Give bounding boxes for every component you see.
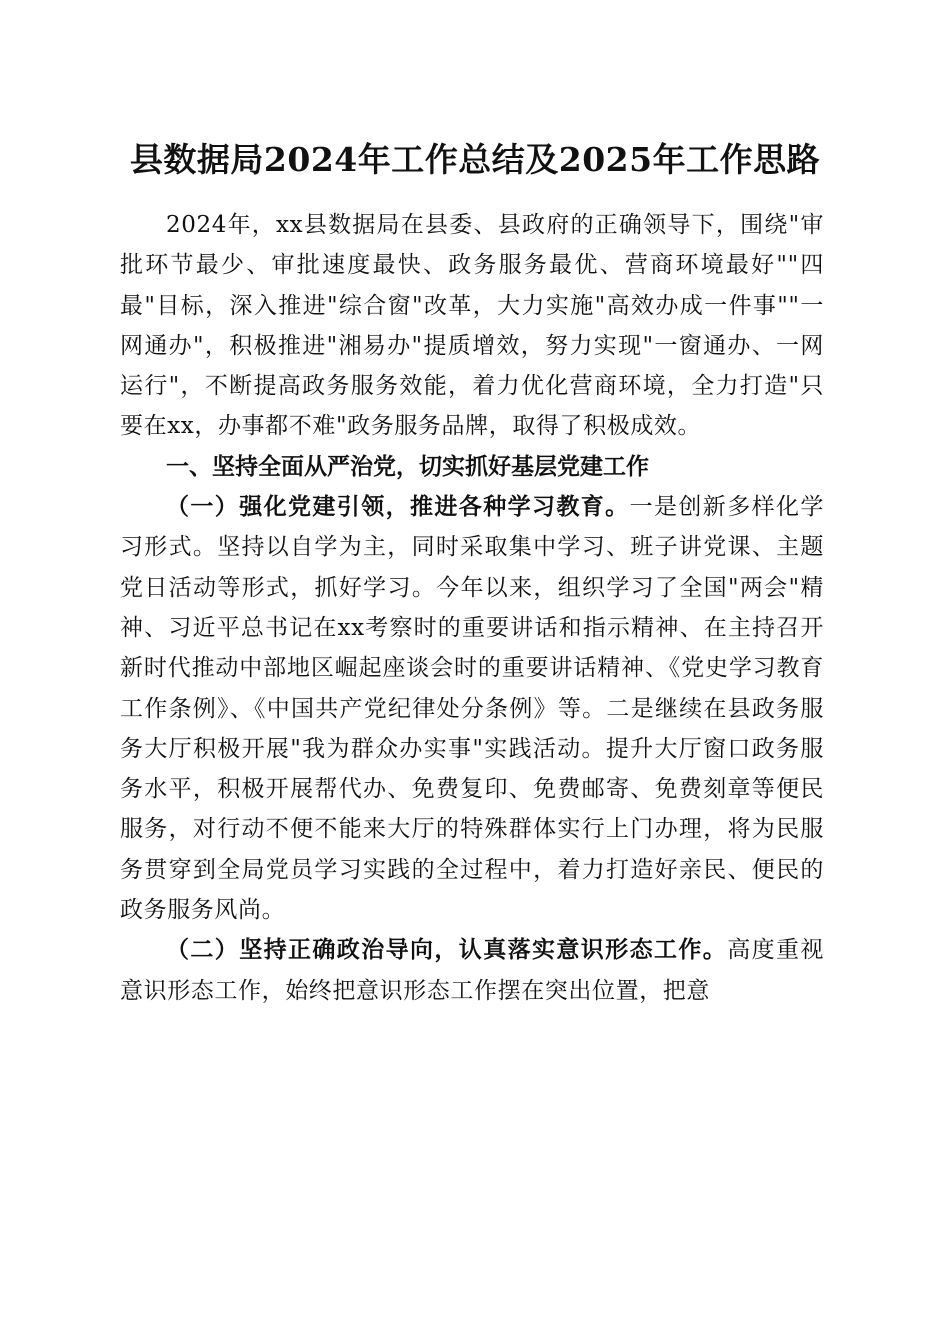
intro-paragraph: 2024年，xx县数据局在县委、县政府的正确领导下，围绕"审批环节最少、审批速度最快、政务服务最优、营商环境最好""四最"目标，深入推进"综合窗"改革，大力实施"高效办成一件事""一网通办"，积极推进"湘易办"提质增效，努力实现"一窗通办、一网运行"，不断提高政务服务效能，着力优化营商环境，全力打造"只要在xx，办事都不难"政务服务品牌，取得了积极成效。 bbox=[120, 212, 824, 440]
section-1-sub-1-paragraph bbox=[120, 487, 824, 930]
section-1-sub-2-lead: （二）坚持正确政治导向，认真落实意识形态工作。 bbox=[166, 936, 728, 964]
section-1-sub-2-text: 高度重视意识形态工作，始终把意识形态工作摆在突出位置，把意 bbox=[120, 937, 824, 1004]
section-1-sub-1-text: 一是创新多样化学习形式。坚持以自学为主，同时采取集中学习、班子讲党课、主题党日活动等形式，抓好学习。今年以来，组织学习了全国"两会"精神、习近平总书记在xx考察时的重要讲话和指示精神、在主持召开新时代推动中部地区崛起座谈会时的重要讲话精神、《党史学习教育工作条例》、《中国共产党纪律处分条例》等。二是继续在县政务服务大厅积极开展"我为群众办实事"实践活动。提升大厅窗口政务服务水平，积极开展帮代办、免费复印、免费邮寄、免费刻章等便民服务，对行动不便不能来大厅的特殊群体实行上门办理，将为民服务贯穿到全局党员学习实践的全过程中，着力打造好亲民、便民的政务服务风尚。 bbox=[120, 494, 824, 924]
section-1-sub-2-paragraph bbox=[120, 930, 824, 1011]
document-body bbox=[120, 205, 824, 1011]
document-title: 县数据局2024年工作总结及2025年工作思路 bbox=[129, 140, 821, 179]
section-1-heading: 一、坚持全面从严治党，切实抓好基层党建工作 bbox=[166, 453, 649, 480]
section-1-sub-1-lead: （一）强化党建引领，推进各种学习教育。 bbox=[166, 493, 630, 521]
